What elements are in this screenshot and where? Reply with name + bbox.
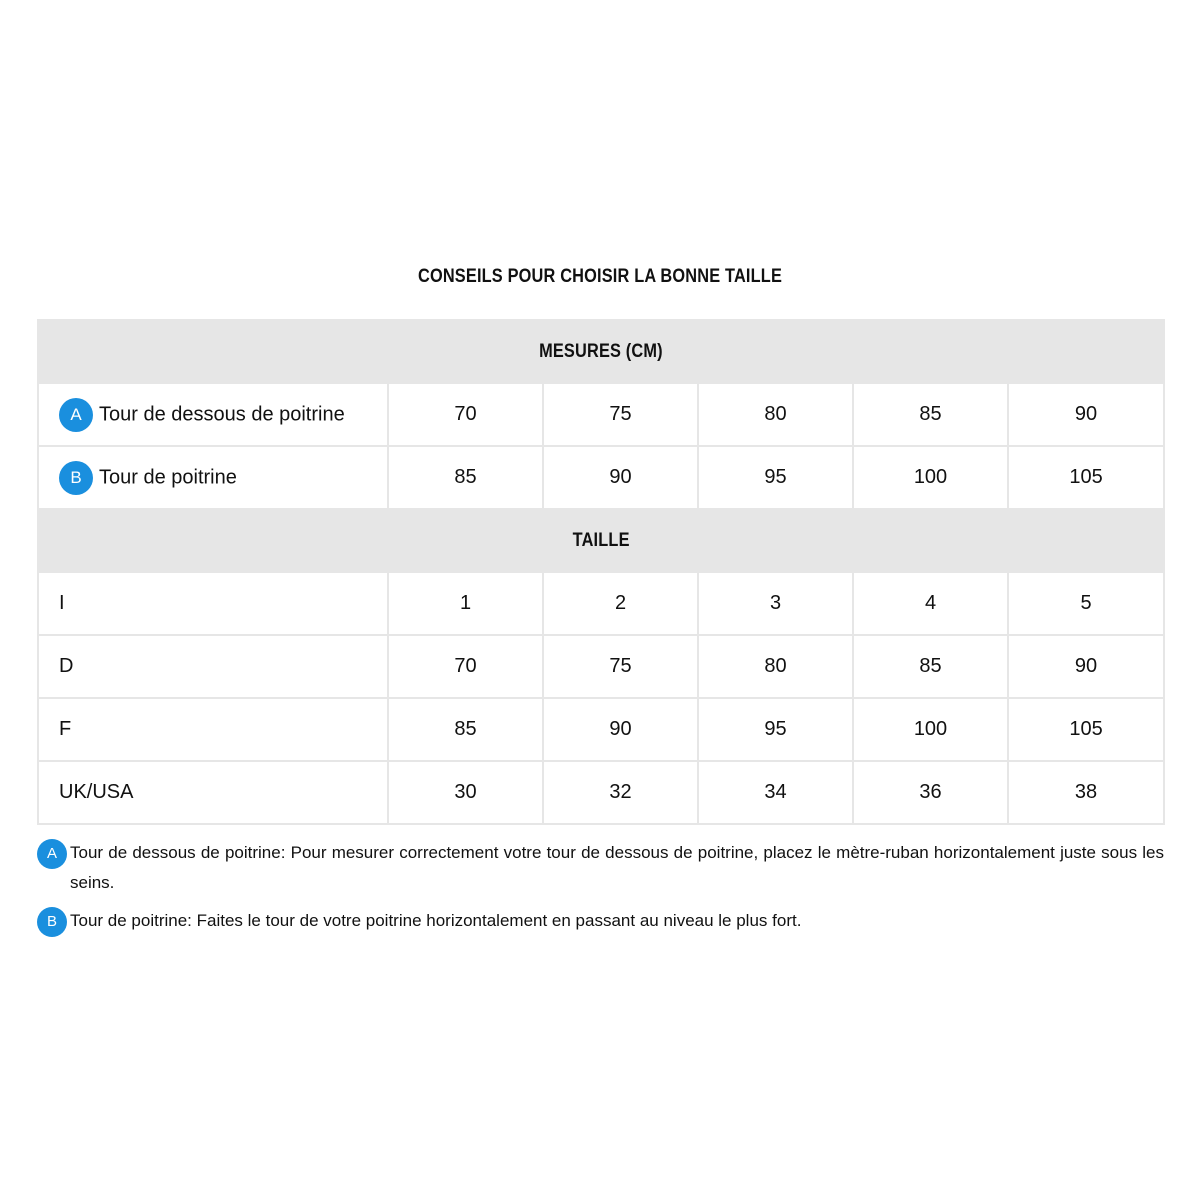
row-label: UK/USA	[38, 761, 388, 824]
table-cell: 90	[543, 446, 698, 509]
size-chart-table	[37, 319, 1165, 825]
row-label	[38, 446, 388, 509]
table-cell: 70	[388, 383, 543, 446]
note-text: Tour de poitrine: Faites le tour de votre poitrine horizontalement en passant au niveau le plus fort.	[70, 911, 802, 930]
row-label: I	[38, 572, 388, 635]
table-row	[38, 446, 1164, 509]
table-cell: 30	[388, 761, 543, 824]
table-row	[38, 698, 1164, 761]
table-cell: 4	[853, 572, 1008, 635]
table-cell: 70	[388, 635, 543, 698]
table-cell: 75	[543, 383, 698, 446]
row-label	[38, 383, 388, 446]
table-cell: 3	[698, 572, 853, 635]
table-cell: 32	[543, 761, 698, 824]
table-row	[38, 635, 1164, 698]
table-cell: 90	[543, 698, 698, 761]
table-cell: 85	[853, 635, 1008, 698]
measures-header-cell	[38, 320, 1164, 383]
row-label-text: Tour de dessous de poitrine	[99, 403, 345, 425]
measures-section-header	[38, 320, 1164, 383]
table-cell: 85	[853, 383, 1008, 446]
row-label: F	[38, 698, 388, 761]
notes-section	[37, 838, 1164, 944]
table-cell: 105	[1008, 698, 1164, 761]
table-cell: 100	[853, 698, 1008, 761]
table-row	[38, 761, 1164, 824]
size-header-label: TAILLE	[572, 529, 630, 551]
badge-b-icon: B	[59, 461, 93, 495]
table-cell: 95	[698, 446, 853, 509]
table-cell: 38	[1008, 761, 1164, 824]
table-cell: 95	[698, 698, 853, 761]
table-cell: 75	[543, 635, 698, 698]
badge-a-icon: A	[37, 839, 67, 869]
size-header-cell	[38, 509, 1164, 572]
table-cell: 90	[1008, 635, 1164, 698]
table-row	[38, 572, 1164, 635]
table-cell: 85	[388, 698, 543, 761]
badge-a-icon: A	[59, 398, 93, 432]
note-a	[37, 838, 1164, 898]
table-cell: 80	[698, 635, 853, 698]
row-label-text: Tour de poitrine	[99, 466, 237, 488]
page-title: CONSEILS POUR CHOISIR LA BONNE TAILLE	[417, 266, 783, 287]
table-cell: 1	[388, 572, 543, 635]
note-b	[37, 906, 1164, 936]
table-cell: 100	[853, 446, 1008, 509]
table-cell: 80	[698, 383, 853, 446]
size-section-header	[38, 509, 1164, 572]
measures-header-label: MESURES (CM)	[539, 340, 663, 362]
badge-b-icon: B	[37, 907, 67, 937]
table-cell: 90	[1008, 383, 1164, 446]
table-cell: 85	[388, 446, 543, 509]
note-text: Tour de dessous de poitrine: Pour mesurer correctement votre tour de dessous de poitrine, placez le mètre-ruban horizontalement juste sous les seins.	[70, 843, 1164, 892]
table-row	[38, 383, 1164, 446]
table-cell: 34	[698, 761, 853, 824]
table-cell: 36	[853, 761, 1008, 824]
table-cell: 5	[1008, 572, 1164, 635]
table-cell: 105	[1008, 446, 1164, 509]
table-cell: 2	[543, 572, 698, 635]
row-label: D	[38, 635, 388, 698]
